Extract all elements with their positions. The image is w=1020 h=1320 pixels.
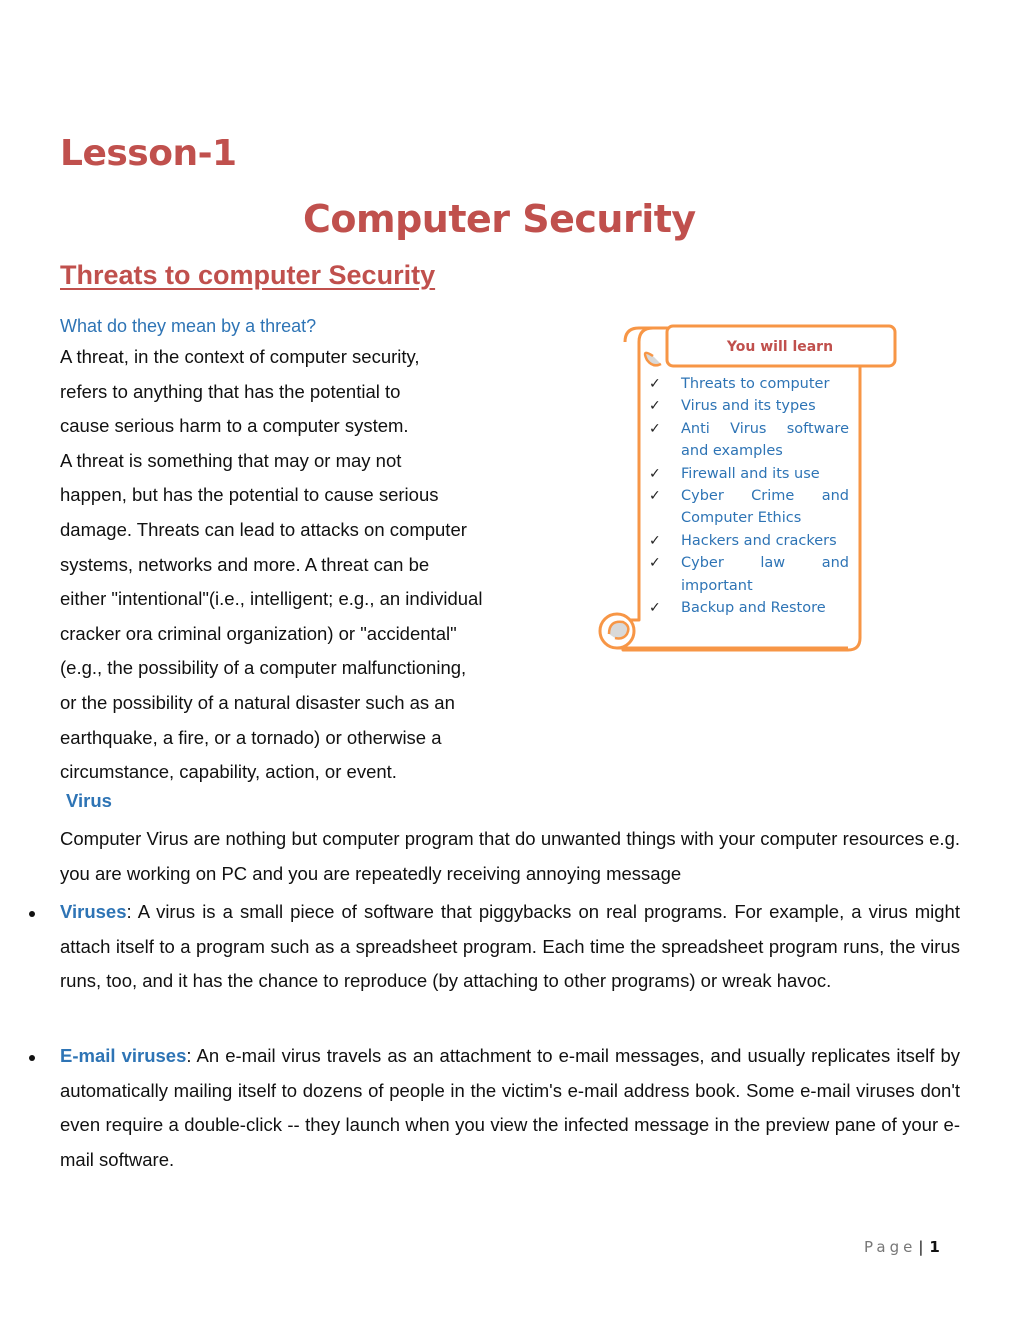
list-item [649, 463, 849, 485]
checkmark-icon: ✓ [649, 465, 661, 482]
checkmark-icon: ✓ [649, 488, 661, 505]
list-item [649, 552, 849, 597]
learn-item-label: Virus and its types [681, 398, 816, 415]
checkmark-icon: ✓ [649, 555, 661, 572]
virus-heading: Virus [66, 790, 112, 811]
text-line: or the possibility of a natural disaster such as an [60, 691, 455, 713]
list-item [649, 373, 849, 395]
list-item [649, 597, 849, 619]
text-line: A threat is something that may or may not [60, 449, 402, 471]
list-item [649, 395, 849, 417]
threat-question: What do they mean by a threat? [60, 316, 317, 336]
checkmark-icon: ✓ [649, 420, 661, 437]
page-label: Page [864, 1238, 917, 1256]
learn-item-label: Firewall and its use [681, 465, 820, 482]
virus-paragraph: Computer Virus are nothing but computer program that do unwanted things with your computer resources e.g. you are working on PC and you are repeatedly receiving annoying message [60, 828, 960, 884]
page-number: 1 [929, 1238, 940, 1256]
page-footer [864, 1238, 940, 1256]
learn-item-label: Anti Virus software and examples [681, 420, 849, 460]
footer-separator: | [918, 1238, 924, 1256]
checkmark-icon: ✓ [649, 398, 661, 415]
bullet-icon [29, 1055, 35, 1061]
learn-box-title: You will learn [726, 339, 834, 355]
list-item [60, 1039, 960, 1177]
learn-list [649, 373, 849, 619]
threat-paragraph [60, 340, 530, 790]
checkmark-icon: ✓ [649, 600, 661, 617]
text-line: systems, networks and more. A threat can be [60, 553, 430, 575]
text-line: cause serious harm to a computer system. [60, 415, 409, 437]
bullet-text: : An e-mail virus travels as an attachment to e-mail messages, and usually replicates itself by automatically mailing itself to dozens of people in the victim's e-mail address book. Some e-mail viruses don't even require a double-click -- they launch when you view the infected message in the preview pane of your e-mail software. [60, 1045, 960, 1170]
lesson-title: Lesson-1 [60, 133, 237, 174]
learn-item-label: Backup and Restore [681, 600, 826, 617]
list-item [649, 485, 849, 530]
list-item [649, 418, 849, 463]
bullet-text: : A virus is a small piece of software that piggybacks on real programs. For example, a virus might attach itself to a program such as a spreadsheet program. Each time the spreadsheet program runs, the virus runs, too, and it has the chance to reproduce (by attaching to other programs) or wreak havoc. [60, 901, 960, 992]
page-title: Computer Security [303, 197, 696, 241]
bullet-term: E-mail viruses [60, 1045, 187, 1066]
section-title: Threats to computer Security [60, 260, 436, 290]
bullet-term: Viruses [60, 901, 127, 922]
checkmark-icon: ✓ [649, 532, 661, 549]
text-line: refers to anything that has the potential to [60, 380, 401, 402]
learn-item-label: Hackers and crackers [681, 532, 837, 549]
list-item [60, 895, 960, 999]
learn-scroll-callout [595, 320, 905, 660]
bullet-icon [29, 911, 35, 917]
text-line: cracker ora criminal organization) or "accidental" [60, 622, 457, 644]
text-line: earthquake, a fire, or a tornado) or otherwise a [60, 726, 442, 748]
checkmark-icon: ✓ [649, 376, 661, 392]
list-item [649, 530, 849, 552]
text-line: circumstance, capability, action, or event. [60, 761, 397, 783]
learn-item-label: Cyber Crime and Computer Ethics [681, 488, 849, 527]
text-line: either "intentional"(i.e., intelligent; e.g., an individual [60, 588, 483, 610]
learn-item-label: Cyber law and important [681, 555, 849, 594]
text-line: (e.g., the possibility of a computer malfunctioning, [60, 657, 467, 679]
text-line: A threat, in the context of computer security, [60, 346, 420, 367]
text-line: damage. Threats can lead to attacks on computer [60, 518, 467, 540]
learn-item-label: Threats to computer [681, 376, 830, 392]
text-line: happen, but has the potential to cause serious [60, 484, 439, 506]
